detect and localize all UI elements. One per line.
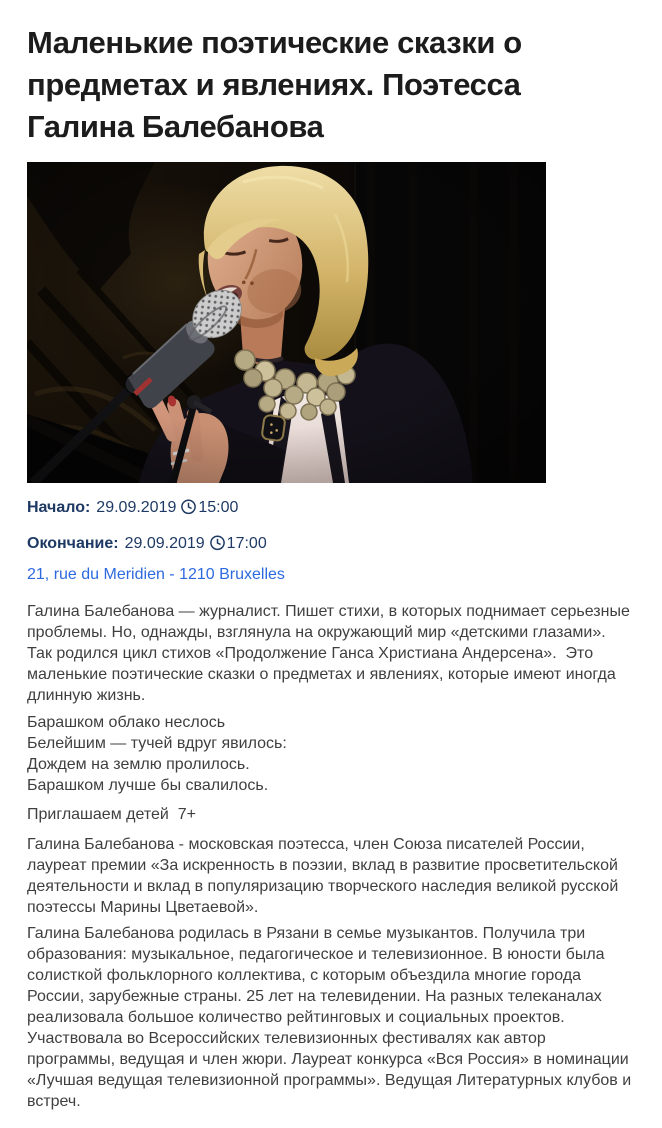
page-title-line: предметах и явлениях. Поэтесса bbox=[27, 67, 521, 102]
event-start-time: 15:00 bbox=[198, 499, 239, 516]
event-start-label: Начало: bbox=[27, 499, 91, 516]
intro-paragraph: Галина Балебанова — журналист. Пишет стихи, в которых поднимает серьезные проблемы. Но, однажды, взглянула на окружающий мир «детскими глазами». Так родился цикл стихов «Продолжение Ганса Христиана Андерсена». Это маленькие поэтические сказки о предметах и явлениях, которые имеют иногда длинную жизнь. bbox=[27, 603, 635, 704]
invite-note: Приглашаем детей 7+ bbox=[27, 806, 196, 823]
event-end-row bbox=[27, 534, 635, 553]
page-title bbox=[27, 22, 635, 148]
clock-icon bbox=[180, 498, 197, 515]
poem-line: Белейшим — тучей вдруг явилось: bbox=[27, 735, 287, 752]
event-start-row bbox=[27, 498, 635, 517]
event-end-time: 17:00 bbox=[226, 535, 267, 552]
poem-line: Дождем на землю пролилось. bbox=[27, 756, 250, 773]
page-title-line: Галина Балебанова bbox=[27, 109, 324, 144]
woman-with-microphone-illustration bbox=[27, 162, 546, 483]
clock-icon bbox=[209, 534, 226, 551]
event-photo bbox=[27, 162, 546, 483]
event-end-label: Окончание: bbox=[27, 535, 119, 552]
venue-address-link[interactable]: 21, rue du Meridien - 1210 Bruxelles bbox=[27, 566, 285, 583]
event-start-date: 29.09.2019 bbox=[96, 499, 177, 516]
page-title-line: Маленькие поэтические сказки о bbox=[27, 25, 522, 60]
poem bbox=[27, 712, 635, 796]
event-end-date: 29.09.2019 bbox=[124, 535, 205, 552]
bio-paragraph-2: Галина Балебанова родилась в Рязани в семье музыкантов. Получила три образования: музыкальное, педагогическое и телевизионное. В юности была солисткой фольклорного коллектива, с которым объездила многие города России, зарубежные страны. 25 лет на телевидении. На разных телеканалах реализовала большое количество рейтинговых и социальных проектов. Участвовала во Всероссийских телевизионных фестивалях как автор программы, ведущая и член жюри. Лауреат конкурса «Вся Россия» в номинации «Лучшая ведущая телевизионной программы». Ведущая Литературных клубов и встреч. bbox=[27, 925, 636, 1110]
bio-paragraph-1: Галина Балебанова - московская поэтесса, член Союза писателей России, лауреат премии «За искренность в поэзии, вклад в развитие просветительской деятельности и вклад в популяризацию творческого наследия великой русской поэтессы Марины Цветаевой». bbox=[27, 836, 623, 916]
poem-line: Барашком лучше бы свалилось. bbox=[27, 777, 269, 794]
poem-line: Барашком облако неслось bbox=[27, 714, 226, 731]
